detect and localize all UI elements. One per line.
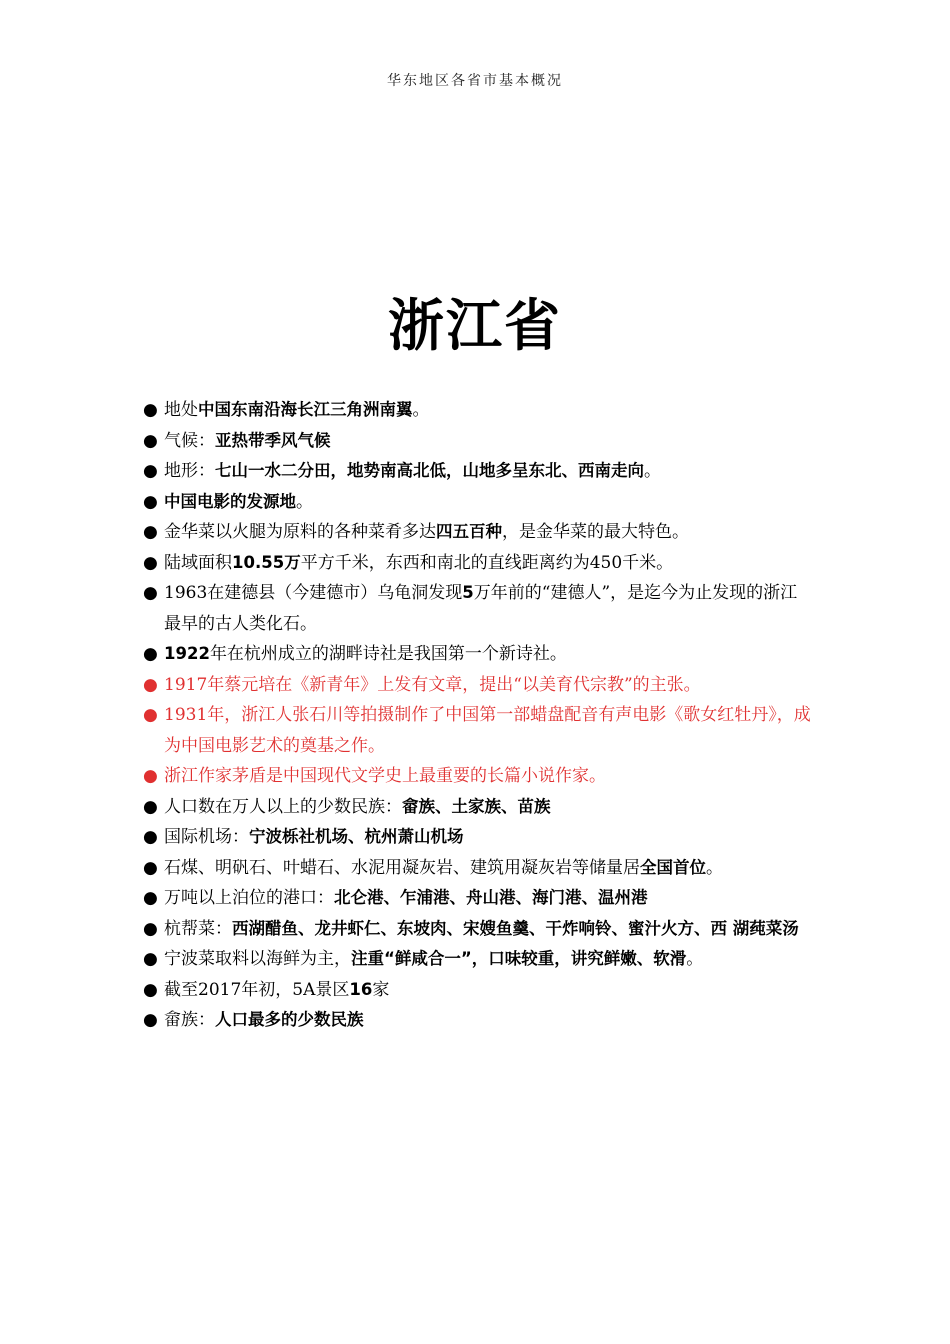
bullet-dot-icon: ● (143, 491, 158, 512)
fact-text-bold: 七山一水二分田，地势南高北低，山地多呈东北、西南走向 (215, 461, 644, 480)
fact-text: 年在杭州成立的湖畔诗社是我国第一个新诗社。 (209, 644, 567, 664)
fact-text-bold: 西湖醋鱼、龙井虾仁、东坡肉、宋嫂鱼羹、干炸响铃、蜜汁火方、西 湖莼菜汤 (232, 918, 799, 938)
fact-text: 浙江作家茅盾是中国现代文学史上最重要的长篇小说作家。 (164, 766, 606, 786)
bullet-dot-icon: ● (143, 461, 158, 481)
fact-text: 人口数在万人以上的少数民族： (164, 796, 402, 817)
fact-item (143, 1005, 813, 1036)
fact-text-bold: 北仑港、乍浦港、舟山港、海门港、温州港 (334, 888, 648, 907)
fact-item (143, 517, 813, 548)
fact-text: 1917年蔡元培在《新青年》上发有文章，提出“以美育代宗教”的主张。 (164, 674, 701, 695)
fact-text: 1931年，浙江人张石川等拍摄制作了中国第一部蜡盘配音有声电影《歌女红牡丹》，成为中国电影艺术的奠基之作。 (164, 705, 811, 756)
fact-item (143, 883, 813, 914)
bullet-dot-icon: ● (143, 1010, 158, 1030)
fact-text: 。 (706, 857, 723, 878)
fact-text: 金华菜以火腿为原料的各种菜肴多达 (164, 522, 436, 542)
fact-text: 。 (296, 491, 313, 512)
fact-text-bold: 5 (462, 583, 474, 602)
bullet-dot-icon: ● (143, 430, 158, 451)
bullet-dot-icon: ● (143, 583, 158, 603)
fact-text: 气候： (164, 430, 215, 451)
bullet-dot-icon: ● (143, 918, 158, 939)
fact-text: 石煤、明矾石、叶蜡石、水泥用凝灰岩、建筑用凝灰岩等储量居 (164, 857, 640, 878)
fact-item (143, 548, 813, 579)
fact-item (143, 395, 813, 426)
fact-text: 1963在建德县（今建德市）乌龟洞发现 (164, 583, 463, 603)
bullet-dot-icon: ● (143, 979, 158, 1000)
fact-text: 陆域面积 (164, 552, 232, 573)
fact-item (143, 975, 813, 1006)
fact-text: 畲族： (164, 1010, 215, 1030)
fact-text: 地形： (164, 461, 215, 481)
fact-text: 平方千米，东西和南北的直线距离约为450千米。 (300, 552, 674, 573)
fact-text-bold: 中国电影的发源地 (164, 491, 296, 511)
bullet-dot-icon: ● (143, 888, 158, 908)
fact-item (143, 426, 813, 457)
fact-text-bold: 1922 (164, 644, 210, 663)
fact-text: 杭帮菜： (164, 918, 232, 939)
bullet-dot-icon: ● (143, 522, 158, 542)
fact-text: 。 (644, 461, 661, 481)
fact-text: 地处 (164, 400, 198, 420)
fact-text: 国际机场： (164, 827, 249, 847)
fact-item (143, 944, 813, 975)
fact-item (143, 853, 813, 884)
fact-item (143, 761, 813, 792)
document-title: 浙江省 (388, 294, 562, 359)
fact-item (143, 456, 813, 487)
fact-text: 宁波菜取料以海鲜为主， (164, 949, 351, 969)
bullet-dot-icon: ● (143, 674, 158, 695)
fact-item (143, 639, 813, 670)
bullet-dot-icon: ● (143, 552, 158, 573)
fact-item (143, 914, 813, 945)
fact-list (143, 395, 813, 1036)
fact-text-bold: 10.55万 (232, 552, 301, 572)
bullet-dot-icon: ● (143, 705, 158, 725)
bullet-dot-icon: ● (143, 644, 158, 664)
bullet-dot-icon: ● (143, 827, 158, 847)
fact-text-bold: 人口最多的少数民族 (215, 1010, 364, 1029)
fact-item (143, 700, 813, 761)
page-header: 华东地区各省市基本概况 (387, 73, 563, 89)
fact-item (143, 792, 813, 823)
fact-text-bold: 宁波栎社机场、杭州萧山机场 (249, 827, 464, 846)
bullet-dot-icon: ● (143, 400, 158, 420)
fact-text: 万年前的“建德人”，是迄今为止发现的浙江最早的古人类化石。 (164, 583, 798, 634)
fact-text-bold: 全国首位 (640, 857, 706, 877)
bullet-dot-icon: ● (143, 857, 158, 878)
fact-text: ，是金华菜的最大特色。 (502, 522, 689, 542)
fact-text-bold: 注重“鲜咸合一”，口味较重，讲究鲜嫩、软滑 (351, 949, 687, 968)
fact-text: 万吨以上泊位的港口： (164, 888, 334, 908)
fact-text-bold: 四五百种 (436, 522, 502, 541)
fact-text-bold: 16 (349, 979, 373, 999)
fact-item (143, 822, 813, 853)
bullet-dot-icon: ● (143, 766, 158, 786)
fact-item (143, 578, 813, 639)
fact-text-bold: 亚热带季风气候 (215, 430, 331, 450)
fact-text-bold: 中国东南沿海长江三角洲南翼 (198, 400, 413, 419)
fact-text: 。 (412, 400, 430, 420)
fact-text: 家 (372, 979, 390, 1000)
fact-text: 。 (686, 949, 704, 969)
bullet-dot-icon: ● (143, 949, 158, 969)
fact-item (143, 670, 813, 701)
bullet-dot-icon: ● (143, 796, 158, 817)
fact-text: 截至2017年初，5A景区 (164, 979, 350, 1000)
fact-text-bold: 畲族、土家族、苗族 (402, 796, 551, 816)
fact-item (143, 487, 813, 518)
